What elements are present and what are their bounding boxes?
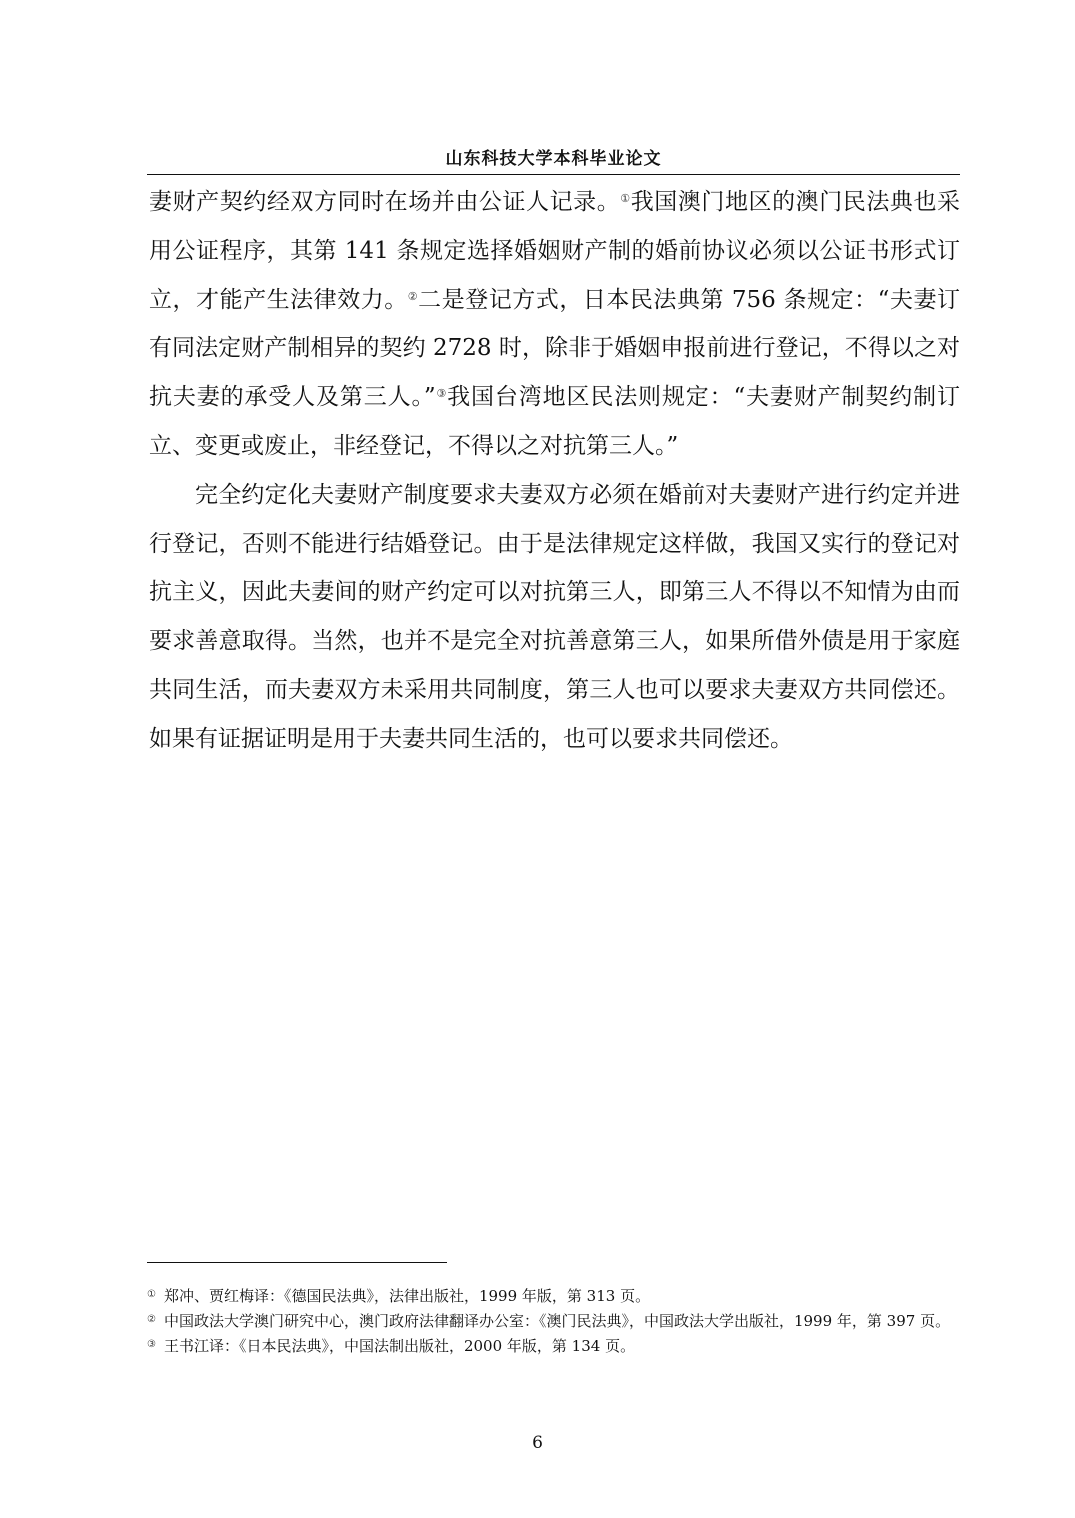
footnote-reference-2[interactable]: ② xyxy=(407,289,419,303)
paragraph-1-text-2: 我国澳门地区的澳门民法典也采用公证程序，其第 141 条规定选择婚姻财产制的婚前协议必须以公证书形式订立，才能产生法律效力。 xyxy=(149,189,960,313)
footnote-separator xyxy=(147,1262,447,1263)
header-rule xyxy=(147,174,960,175)
footnote-text: 中国政法大学澳门研究中心，澳门政府法律翻译办公室：《澳门民法典》，中国政法大学出版社，1999 年，第 397 页。 xyxy=(163,1312,951,1330)
footnotes xyxy=(147,1283,960,1358)
paragraph-2: 完全约定化夫妻财产制度要求夫妻双方必须在婚前对夫妻财产进行约定并进行登记，否则不能进行结婚登记。由于是法律规定这样做，我国又实行的登记对抗主义，因此夫妻间的财产约定可以对抗第三人，即第三人不得以不知情为由而要求善意取得。当然，也并不是完全对抗善意第三人，如果所借外债是用于家庭共同生活，而夫妻双方未采用共同制度，第三人也可以要求夫妻双方共同偿还。如果有证据证明是用于夫妻共同生活的，也可以要求共同偿还。 xyxy=(149,481,960,752)
footnote-3 xyxy=(147,1333,960,1358)
footnote-number: ① xyxy=(147,1289,156,1300)
paragraph-1-text-4: 我国台湾地区民法则规定：“夫妻财产制契约制订立、变更或废止，非经登记，不得以之对抗第三人。” xyxy=(149,384,960,459)
footnote-1 xyxy=(147,1283,960,1308)
footnote-text: 王书江译：《日本民法典》，中国法制出版社，2000 年版，第 134 页。 xyxy=(163,1337,636,1355)
running-header: 山东科技大学本科毕业论文 xyxy=(445,149,662,169)
paragraph-1-text-1: 妻财产契约经双方同时在场并由公证人记录。 xyxy=(149,189,621,215)
footnote-2 xyxy=(147,1308,960,1333)
footnote-reference-1[interactable]: ① xyxy=(620,192,631,205)
page-number: 6 xyxy=(532,1433,543,1453)
footnote-reference-3[interactable]: ③ xyxy=(435,387,448,401)
footnote-number: ② xyxy=(147,1314,156,1325)
footnote-number: ③ xyxy=(147,1339,156,1350)
footnote-text: 郑冲、贾红梅译：《德国民法典》，法律出版社，1999 年版，第 313 页。 xyxy=(163,1287,651,1305)
paragraph-1-text-3: 二是登记方式，日本民法典第 756 条规定：“夫妻订有同法定财产制相异的契约 2728 时，除非于婚姻申报前进行登记，不得以之对抗夫妻的承受人及第三人。” xyxy=(149,286,960,411)
body-text xyxy=(149,178,960,764)
paragraph-1 xyxy=(149,178,960,471)
